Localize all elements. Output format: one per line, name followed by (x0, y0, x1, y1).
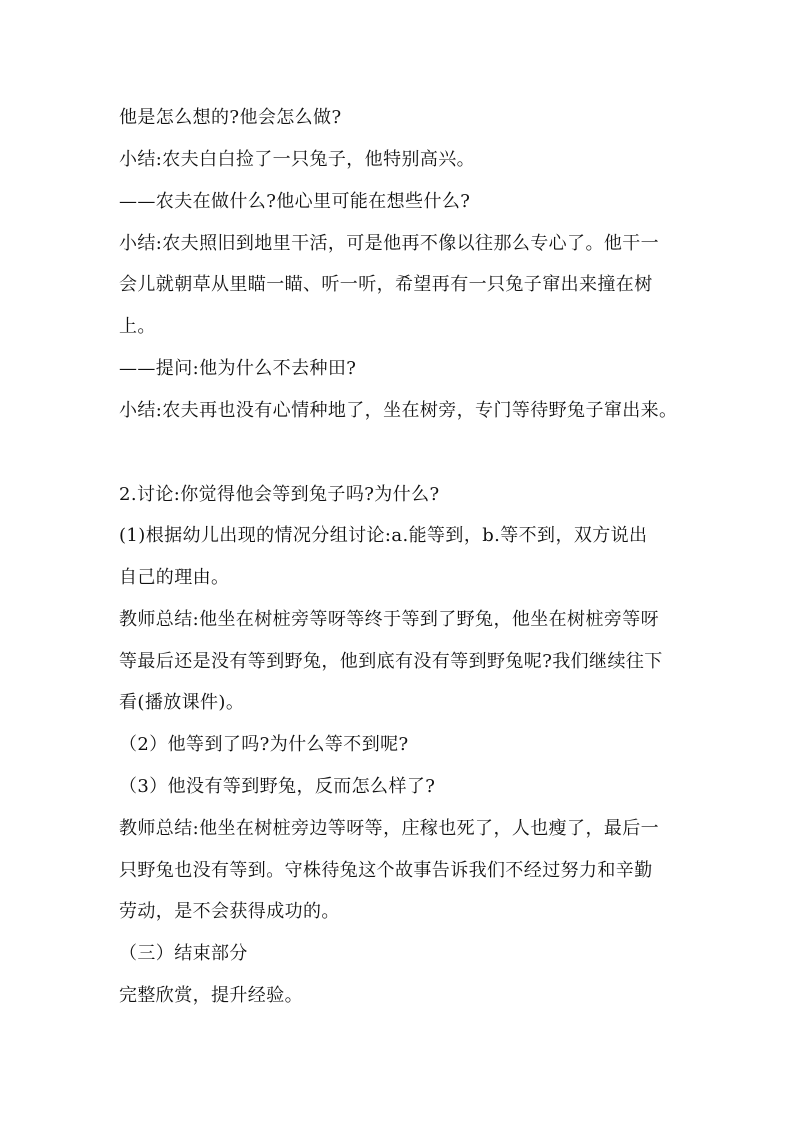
text-line: 上。 (119, 316, 156, 337)
text-line: 完整欣赏，提升经验。 (119, 985, 303, 1006)
text-line: 2.讨论:你觉得他会等到兔子吗?为什么? (119, 484, 440, 505)
text-line: 他是怎么想的?他会怎么做? (119, 107, 342, 128)
text-line: 教师总结:他坐在树桩旁边等呀等，庄稼也死了，人也瘦了，最后一 (119, 818, 660, 839)
text-line: 看(播放课件)。 (119, 692, 245, 713)
text-line: 小结:农夫照旧到地里干活，可是他再不像以往那么专心了。他干一 (119, 233, 660, 254)
text-line: （三）结束部分 (119, 943, 248, 964)
text-line: 只野兔也没有等到。守株待兔这个故事告诉我们不经过努力和辛勤 (119, 860, 653, 881)
text-line: 教师总结:他坐在树桩旁等呀等终于等到了野兔，他坐在树桩旁等呀 (119, 609, 660, 630)
text-line: 会儿就朝草从里瞄一瞄、听一听，希望再有一只兔子窜出来撞在树 (119, 274, 653, 295)
text-line: 小结:农夫白白捡了一只兔子，他特别高兴。 (119, 149, 476, 170)
text-line: 劳动，是不会获得成功的。 (119, 901, 340, 922)
text-line: （2）他等到了吗?为什么等不到呢? (119, 734, 409, 755)
text-line: 小结:农夫再也没有心情种地了，坐在树旁，专门等待野兔子窜出来。 (119, 400, 678, 421)
text-line: ——提问:他为什么不去种田? (119, 358, 357, 379)
text-line: 等最后还是没有等到野兔，他到底有没有等到野兔呢?我们继续往下 (119, 651, 663, 672)
text-line: （3）他没有等到野兔，反而怎么样了? (119, 776, 436, 797)
text-line: (1)根据幼儿出现的情况分组讨论:a.能等到，b.等不到，双方说出 (119, 525, 648, 546)
text-line: ——农夫在做什么?他心里可能在想些什么? (119, 191, 471, 212)
text-line: 自己的理由。 (119, 567, 230, 588)
